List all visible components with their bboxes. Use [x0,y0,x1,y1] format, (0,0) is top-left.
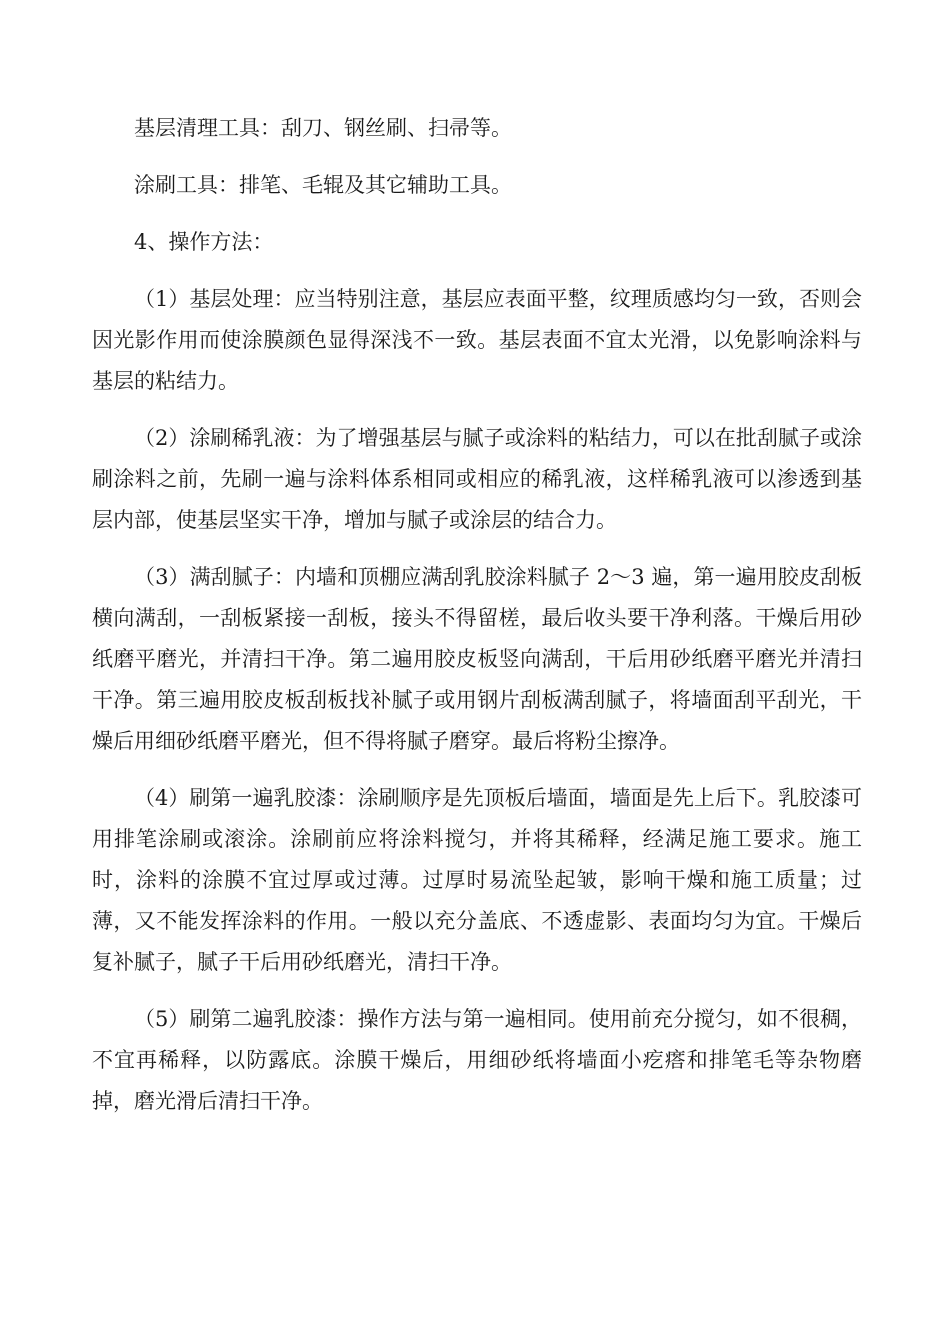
paragraph-first-coat: （4）刷第一遍乳胶漆：涂刷顺序是先顶板后墙面，墙面是先上后下。乳胶漆可用排笔涂刷或滚涂。涂刷前应将涂料搅匀，并将其稀释，经满足施工要求。施工时，涂料的涂膜不宜过厚或过薄。过厚时易流坠起皱，影响干燥和施工质量；过薄，又不能发挥涂料的作用。一般以充分盖底、不透虚影、表面均匀为宜。干燥后复补腻子，腻子干后用砂纸磨光，清扫干净。 [92,786,862,974]
paragraph-painting-tools: 涂刷工具：排笔、毛辊及其它辅助工具。 [134,173,512,197]
document-body [92,108,862,1138]
paragraph-second-coat: （5）刷第二遍乳胶漆：操作方法与第一遍相同。使用前充分搅匀，如不很稠，不宜再稀释，以防露底。涂膜干燥后，用细砂纸将墙面小疙瘩和排笔毛等杂物磨掉，磨光滑后清扫干净。 [92,1007,862,1113]
paragraph-thin-emulsion: （2）涂刷稀乳液：为了增强基层与腻子或涂料的粘结力，可以在批刮腻子或涂刷涂料之前，先刷一遍与涂料体系相同或相应的稀乳液，这样稀乳液可以渗透到基层内部，使基层坚实干净，增加与腻子或涂层的结合力。 [92,426,862,532]
paragraph-base-treatment: （1）基层处理：应当特别注意，基层应表面平整，纹理质感均匀一致，否则会因光影作用而使涂膜颜色显得深浅不一致。基层表面不宜太光滑，以免影响涂料与基层的粘结力。 [92,287,862,393]
paragraph-putty-scraping: （3）满刮腻子：内墙和顶棚应满刮乳胶涂料腻子 2～3 遍，第一遍用胶皮刮板横向满刮，一刮板紧接一刮板，接头不得留槎，最后收头要干净利落。干燥后用砂纸磨平磨光，并清扫干净。第二遍用胶皮板竖向满刮，干后用砂纸磨平磨光并清扫干净。第三遍用胶皮板刮板找补腻子或用钢片刮板满刮腻子，将墙面刮平刮光，干燥后用细砂纸磨平磨光，但不得将腻子磨穿。最后将粉尘擦净。 [92,565,862,753]
paragraph-operation-method-heading: 4、操作方法： [134,230,274,254]
paragraph-cleaning-tools: 基层清理工具：刮刀、钢丝刷、扫帚等。 [134,116,512,140]
